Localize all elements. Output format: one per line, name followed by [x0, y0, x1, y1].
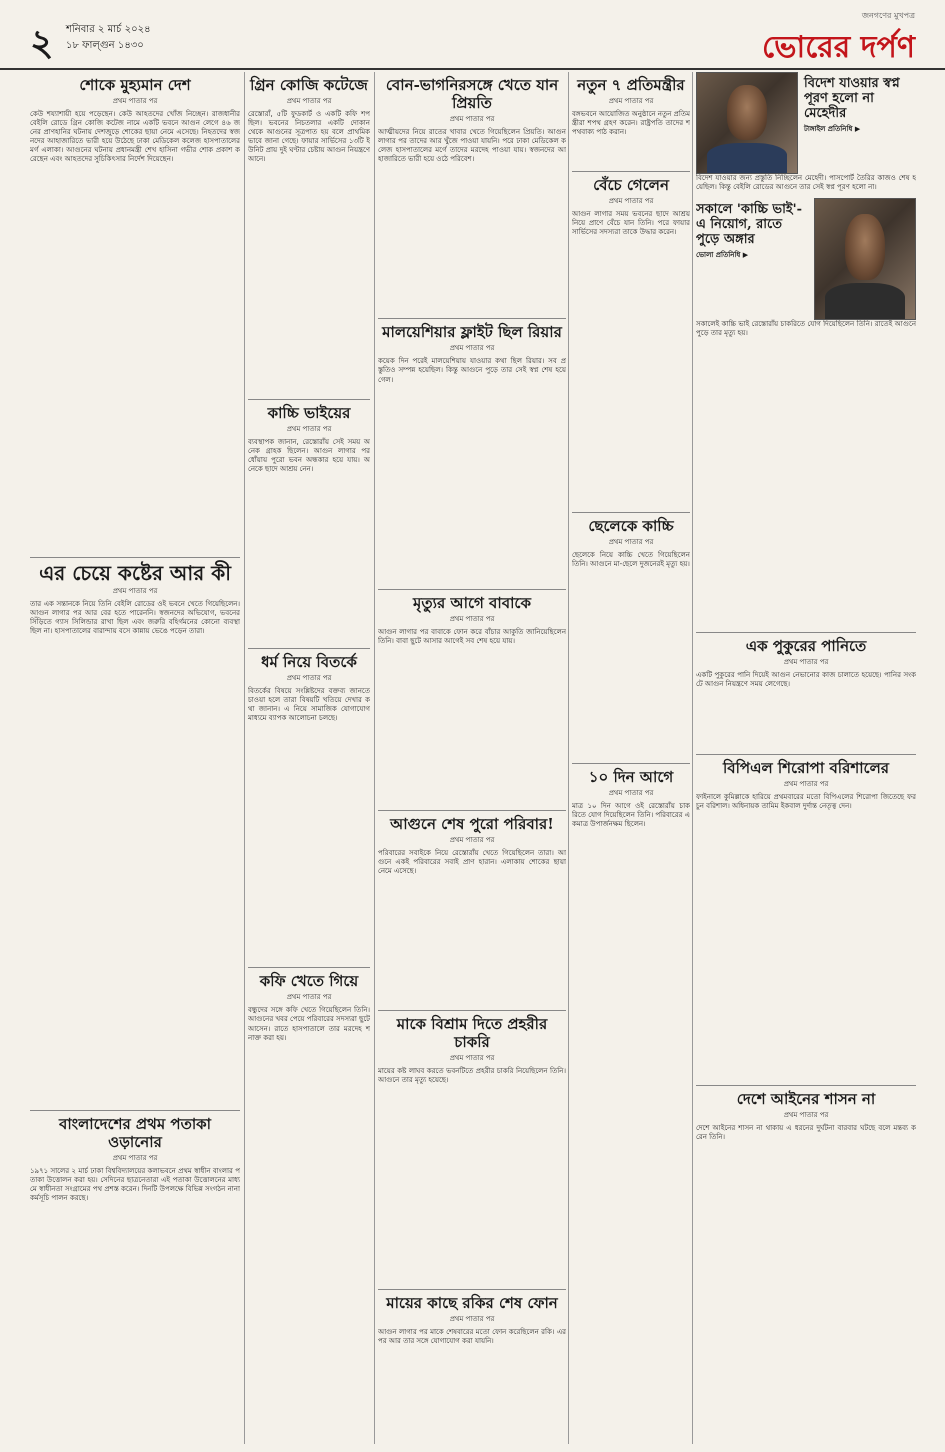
article-prohori: [378, 1015, 566, 1285]
column-divider: [692, 72, 693, 1444]
article-headline: বিদেশ যাওয়ার স্বপ্ন পূরণ হলো না মেহেদীর: [804, 76, 900, 121]
article-headline: মালয়েশিয়ার ফ্লাইট ছিল রিয়ার: [382, 323, 562, 342]
article-poribar: [378, 815, 566, 1006]
article-headline: ধর্ম নিয়ে বিতর্কে: [261, 652, 357, 671]
article-body: আগুন লাগার পর বাবাকে ফোন করে বাঁচার আকুতি জানিয়েছিলেন তিনি। বাবা ছুটে আসার আগেই সব শেষ হয়ে যায়।: [378, 627, 566, 645]
article-body-continued: [30, 165, 240, 553]
portrait-photo: [814, 198, 916, 320]
logo-text: ভোরের দর্পণ: [762, 30, 915, 65]
article-roki: [378, 1294, 566, 1346]
column-divider: [568, 72, 569, 1444]
article-mrittur: [378, 594, 566, 806]
article-kacchi: [248, 404, 370, 644]
column-3: [378, 72, 566, 1444]
article-body: একটি পুকুরের পানি দিয়েই আগুন নেভানোর কাজ চালাতে হয়েছে। পানির সংকটে আগুন নিয়ন্ত্রণে সময় লেগেছে।: [696, 671, 916, 689]
continuation-label: প্রথম পাতার পর: [286, 97, 332, 105]
article-ain: [696, 1090, 916, 1142]
date-block: [66, 22, 151, 54]
masthead: [0, 0, 945, 70]
article-pukur: [696, 637, 916, 749]
article-body: পরিবারের সবাইকে নিয়ে রেস্তোরাঁয় খেতে গিয়েছিলেন তারা। আগুনে একই পরিবারের সবাই প্রাণ হারান। এলাকায় শোকের ছায়া নেমে এসেছে।: [378, 848, 566, 876]
article-kosto: [30, 562, 240, 1106]
article-headline: কাচ্চি ভাইয়ের: [267, 403, 351, 422]
continuation-label: প্রথম পাতার পর: [112, 586, 158, 595]
article-chele: [572, 517, 690, 759]
date-bangla: ১৮ ফাল্গুন ১৪৩০: [66, 40, 144, 51]
article-headline: আগুনে শেষ পুরো পরিবার!: [390, 814, 554, 833]
column-divider: [244, 72, 245, 1444]
feature-block-mehedi: [696, 72, 916, 174]
article-beche: [572, 176, 690, 507]
article-headline: এর চেয়ে কষ্টের আর কী: [39, 560, 231, 585]
article-body: আত্মীয়দের নিয়ে রাতের খাবার খেতে গিয়েছিলেন প্রিয়তি। আগুন লাগার পর তাদের আর খুঁজে পাওয়া যায়নি। পরে ঢাকা মেডিকেল কলেজ হাসপাতালের মর্গে তাদের মরদেহ পাওয়া যায়। স্বজনদের আহাজারিতে ভারী হয়ে ওঠে পরিবেশ।: [378, 128, 566, 164]
continuation-label: প্রথম পাতার পর: [286, 993, 332, 1002]
continuation-label: প্রথম পাতার পর: [112, 97, 158, 105]
article-body: আগুন লাগার সময় ভবনের ছাদে আশ্রয় নিয়ে প্রাণে বেঁচে যান তিনি। পরে ফায়ার সার্ভিসের সদস্যরা তাকে উদ্ধার করেন।: [572, 210, 690, 237]
column-4: [572, 72, 690, 1444]
column-1: [30, 72, 240, 1444]
continuation-label: প্রথম পাতার পর: [608, 197, 654, 206]
continuation-label: প্রথম পাতার পর: [286, 424, 332, 433]
article-coffee: [248, 972, 370, 1042]
article-body: বিদেশ যাওয়ার জন্য প্রস্তুতি নিচ্ছিলেন মেহেদী। পাসপোর্ট তৈরির কাজও শেষ হয়েছিল। কিন্তু বেইলি রোডের আগুনে তার সেই স্বপ্ন পূরণ হলো না।: [696, 174, 916, 192]
article-byline: টাঙ্গাইল প্রতিনিধি ▶: [804, 125, 861, 133]
article-headline: মায়ের কাছে রকির শেষ ফোন: [386, 1294, 558, 1313]
portrait-photo: [696, 72, 798, 174]
article-headline: বোন-ভাগনিরসঙ্গে খেতে যান প্রিয়তি: [385, 76, 559, 112]
article-headline: গ্রিন কোজি কটেজে: [250, 76, 368, 94]
article-body: কয়েক দিন পরেই মালয়েশিয়ায় যাওয়ার কথা ছিল রিয়ার। সব প্রস্তুতিও সম্পন্ন হয়েছিল। কিন্তু আগুনে পুড়ে তার সেই স্বপ্ন শেষ হয়ে গেল।: [378, 357, 566, 384]
continuation-label: প্রথম পাতার পর: [783, 1110, 829, 1119]
article-body: আগুন লাগার পর মাকে শেষবারের মতো ফোন করেছিলেন রকি। এরপর আর তার সঙ্গে যোগাযোগ করা যায়নি।: [378, 1328, 566, 1346]
article-headline: বিপিএল শিরোপা বরিশালের: [722, 758, 890, 777]
article-body: ব্যবস্থাপক জানান, রেস্তোরাঁয় সেই সময় অনেক গ্রাহক ছিলেন। আগুন লাগার পর ধোঁয়ায় পুরো ভবন অন্ধকার হয়ে যায়। অনেকে ছাদে আশ্রয় নেন।: [248, 437, 370, 473]
continuation-label: প্রথম পাতার পর: [449, 1054, 495, 1063]
column-5: [696, 72, 916, 1444]
article-priyoti: [378, 76, 566, 314]
continuation-label: প্রথম পাতার পর: [449, 614, 495, 623]
continuation-label: প্রথম পাতার পর: [783, 779, 829, 788]
continuation-label: প্রথম পাতার পর: [608, 97, 654, 105]
continuation-label: প্রথম পাতার পর: [449, 344, 495, 353]
logo-tagline: জনগণের মুখপত্র: [861, 11, 915, 20]
article-body: ফাইনালে কুমিল্লাকে হারিয়ে প্রথমবারের মতো বিপিএলের শিরোপা জিতেছে ফরচুন বরিশাল। অধিনায়ক তামিম ইকবাল দুর্দান্ত নেতৃত্ব দেন।: [696, 792, 916, 810]
article-body: রেস্তোরাঁ, ৫টি ফুডকার্ট ও একটি কফি শপ ছিল। ভবনের নিচতলার একটি দোকান থেকে আগুনের সূত্রপাত হয় বলে প্রাথমিকভাবে জানা গেছে। ফায়ার সার্ভিসের ১৩টি ইউনিট প্রায় দুই ঘণ্টার চেষ্টায় আগুন নিয়ন্ত্রণে আনে।: [248, 110, 370, 164]
article-headline: ছেলেকে কাচ্চি: [588, 516, 674, 535]
continuation-label: প্রথম পাতার পর: [608, 788, 654, 797]
article-body: দেশে আইনের শাসন না থাকায় এ ধরনের দুর্ঘটনা বারবার ঘটছে বলে মন্তব্য করেন তিনি।: [696, 1123, 916, 1141]
page-number: ২: [30, 22, 54, 64]
article-body: ছেলেকে নিয়ে কাচ্চি খেতে গিয়েছিলেন তিনি। আগুনে মা-ছেলে দুজনেরই মৃত্যু হয়।: [572, 550, 690, 568]
article-headline: ১০ দিন আগে: [588, 767, 674, 786]
article-potaka: [30, 1115, 240, 1203]
article-body-continued: [30, 636, 240, 1106]
article-malaysia: [378, 323, 566, 584]
article-headline: সকালে 'কাচ্চি ভাই'-এ নিয়োগ, রাতে পুড়ে অঙ্গার: [696, 202, 803, 248]
article-dhormo: [248, 653, 370, 963]
article-headline: মৃত্যুর আগে বাবাকে: [413, 593, 531, 612]
article-body: ১৯৭১ সালের ২ মার্চ ঢাকা বিশ্ববিদ্যালয়ের কলাভবনে প্রথম স্বাধীন বাংলার পতাকা উত্তোলন করা হয়। সেদিনের ছাত্রনেতারা এই পতাকা উত্তোলনের মাধ্যমে স্বাধীনতা সংগ্রামের পথ প্রশস্ত করেন। দিনটি উপলক্ষে বিভিন্ন সংগঠন নানা কর্মসূচি পালন করছে।: [30, 1166, 240, 1203]
continuation-label: প্রথম পাতার পর: [449, 115, 495, 123]
article-headline: বাংলাদেশের প্রথম পতাকা ওড়ানোর: [58, 1114, 212, 1151]
column-2: [248, 72, 370, 1444]
article-body: মাত্র ১০ দিন আগে ওই রেস্তোরাঁয় চাকরিতে যোগ দিয়েছিলেন তিনি। পরিবারের একমাত্র উপার্জনক্ষম ছিলেন।: [572, 801, 690, 828]
continuation-label: প্রথম পাতার পর: [449, 835, 495, 844]
date-gregorian: শনিবার ২ মার্চ ২০২৪: [66, 24, 151, 35]
article-body: বঙ্গভবনে আয়োজিত অনুষ্ঠানে নতুন প্রতিমন্ত্রীরা শপথ গ্রহণ করেন। রাষ্ট্রপতি তাদের শপথবাক্য পাঠ করান।: [572, 110, 690, 137]
continuation-label: প্রথম পাতার পর: [112, 1153, 158, 1162]
newspaper-logo: [762, 10, 915, 74]
article-body: তার এক সন্তানকে নিয়ে তিনি বেইলি রোডের ওই ভবনে খেতে গিয়েছিলেন। আগুন লাগার পর আর বের হতে পারেননি। স্বজনদের অভিযোগ, ভবনের সিঁড়িতে গ্যাস সিলিন্ডার রাখা ছিল এবং জরুরি বহির্গমনের কোনো ব্যবস্থা ছিল না। হাসপাতালের বারান্দায় বসে কান্নায় ভেঙে পড়েন তারা।: [30, 599, 240, 635]
article-shoke: [30, 76, 240, 553]
continuation-label: প্রথম পাতার পর: [783, 658, 829, 667]
article-green-cozy: [248, 76, 370, 395]
article-body: কেউ শয্যাশায়ী হয়ে পড়েছেন। কেউ আহতদের খোঁজ নিচ্ছেন। রাজধানীর বেইলি রোডে গ্রিন কোজি কটেজ নামে একটি ভবনে আগুন লেগে ৪৬ জনের প্রাণহানির ঘটনায় দেশজুড়ে শোকের ছায়া নেমে এসেছে। নিহতদের স্বজনদের আহাজারিতে ভারী হয়ে উঠেছে ঢাকা মেডিকেল কলেজ হাসপাতালের মর্গ এলাকা। আগুনের ঘটনায় প্রধানমন্ত্রী শেখ হাসিনা গভীর শোক প্রকাশ করেছেন এবং আহতদের সুচিকিৎসার নির্দেশ দিয়েছেন।: [30, 110, 240, 164]
continuation-label: প্রথম পাতার পর: [286, 673, 332, 682]
article-10din: [572, 768, 690, 829]
article-body: মায়ের কষ্ট লাঘব করতে ভবনটিতে প্রহরীর চাকরি নিয়েছিলেন তিনি। আগুনে তার মৃত্যু হয়েছে।: [378, 1067, 566, 1085]
continuation-label: প্রথম পাতার পর: [449, 1315, 495, 1324]
article-headline: বেঁচে গেলেন: [593, 176, 669, 195]
article-headline: এক পুকুরের পানিতে: [745, 637, 867, 656]
column-divider: [374, 72, 375, 1444]
article-headline: শোকে মুহ্যমান দেশ: [79, 76, 191, 94]
article-headline: নতুন ৭ প্রতিমন্ত্রীর: [577, 76, 685, 94]
article-headline: মাকে বিশ্রাম দিতে প্রহরীর চাকরি: [396, 1015, 548, 1052]
article-bpl: [696, 759, 916, 1081]
article-protimontri: [572, 76, 690, 167]
article-body: বিতর্কের বিষয়ে সংশ্লিষ্টদের বক্তব্য জানতে চাওয়া হলে তারা বিষয়টি খতিয়ে দেখার কথা জানান। এ নিয়ে সামাজিক যোগাযোগমাধ্যমে ব্যাপক আলোচনা চলছে।: [248, 686, 370, 723]
article-body: বন্ধুদের সঙ্গে কফি খেতে গিয়েছিলেন তিনি। আগুনের খবর পেয়ে পরিবারের সদস্যরা ছুটে আসেন। রাতে হাসপাতালে তার মরদেহ শনাক্ত করা হয়।: [248, 1006, 370, 1042]
article-body: সকালেই কাচ্চি ভাই রেস্তোরাঁয় চাকরিতে যোগ দিয়েছিলেন তিনি। রাতেই আগুনে পুড়ে তার মৃত্যু হয়।: [696, 320, 916, 338]
article-headline: কফি খেতে গিয়ে: [259, 972, 359, 991]
article-byline: ভোলা প্রতিনিধি ▶: [696, 251, 749, 260]
continuation-label: প্রথম পাতার পর: [608, 537, 654, 546]
feature-block-kacchi-niyog: [696, 198, 916, 320]
article-headline: দেশে আইনের শাসন না: [736, 1089, 876, 1108]
